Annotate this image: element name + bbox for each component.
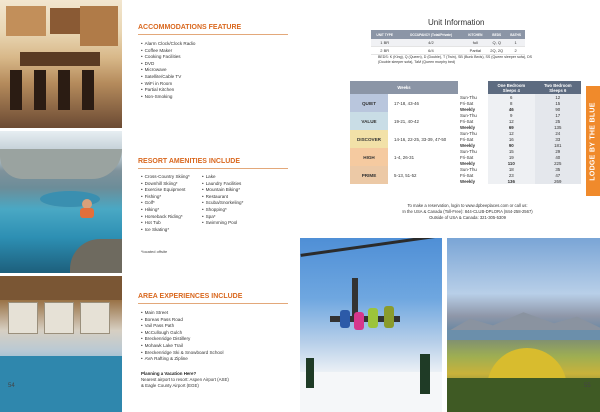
list-item: • Laundry Facilities (202, 181, 243, 188)
day-type: Fri-Sat (460, 118, 474, 124)
planning-title: Planning a Vacation Here? (141, 371, 197, 376)
list-item: • Alarm Clock/Clock Radio (141, 41, 195, 48)
table-cell: 2Q, 2Q (487, 47, 506, 55)
day-type: Weekly (460, 124, 476, 130)
column-header: BEDS (487, 30, 506, 39)
offsite-note: *located offsite (141, 249, 168, 254)
amenities-heading: RESORT AMENITIES INCLUDE (138, 158, 241, 165)
indoor-pool-photo (0, 276, 122, 412)
table-row (371, 47, 525, 55)
left-page-number: 54 (8, 383, 15, 389)
accommodations-heading: ACCOMMODATIONS FEATURE (138, 24, 242, 31)
season-points-table (350, 81, 581, 184)
points-value: 110 (488, 160, 535, 166)
list-item: • Fishing* (141, 194, 190, 201)
list-item: • Cooking Facilities (141, 54, 195, 61)
points-value: 135 (535, 124, 581, 130)
list-item: • Golf* (141, 200, 190, 207)
points-value: 23 (488, 172, 535, 178)
list-item: • Mohawk Lake Trail (141, 343, 224, 350)
season-name: DISCOVER (350, 130, 388, 148)
list-item: • Shopping* (202, 207, 243, 214)
list-item: • Boreas Pass Road (141, 317, 224, 324)
column-header: BATHS (506, 30, 525, 39)
day-type: Sun-Thu (460, 148, 477, 154)
points-value: 16 (488, 136, 535, 142)
points-value: 8 (488, 100, 535, 106)
hot-springs-photo (0, 131, 122, 273)
points-value: 35 (535, 166, 581, 172)
planning-block (141, 371, 229, 389)
contact-line-1: To make a reservation, login to www.dpbeeplaces.com or call us: (407, 203, 528, 208)
season-name: HIGH (350, 148, 388, 166)
points-value: 90 (535, 106, 581, 112)
column-header: OCCUPANCY (Total/Private) (398, 30, 463, 39)
list-item: • Microwave (141, 67, 195, 74)
list-item: • Horseback Riding* (141, 214, 190, 221)
column-header: KITCHEN (463, 30, 487, 39)
beds-key: BEDS: K (King), Q (Queen), D (Double), T (Twin), SB (Bunk Beds), SS (Queen sleeper sofa), DS (Double sleeper sofa), TaM (Queen murphy bed) (378, 55, 533, 64)
list-item: • McCullough Gulch (141, 330, 224, 337)
divider (138, 168, 288, 169)
list-item: • Main Street (141, 310, 224, 317)
reservation-contact (355, 203, 580, 221)
day-type: Fri-Sat (460, 172, 474, 178)
list-item: • Breckenridge Distillery (141, 336, 224, 343)
day-type: Fri-Sat (460, 136, 474, 142)
points-value: 9 (488, 112, 535, 118)
season-name: VALUE (350, 112, 388, 130)
points-value: 90 (488, 142, 535, 148)
kitchen-photo (0, 0, 122, 128)
list-item: • AVA Rafting & Zipline (141, 356, 224, 363)
day-type: Weekly (460, 160, 476, 166)
list-item: • Breckenridge Ski & Snowboard School (141, 350, 224, 357)
table-cell: 4/2 (398, 39, 463, 47)
points-value: 47 (535, 172, 581, 178)
season-weeks: 1-4, 26-31 (394, 154, 415, 160)
planning-line-2: & Eagle County Airport (EGE) (141, 383, 199, 388)
day-type: Fri-Sat (460, 154, 474, 160)
column-header: UNIT TYPE (371, 30, 398, 39)
contact-line-3: Outside of USA & Canada: 321-305-5309 (429, 215, 506, 220)
day-type: Weekly (460, 106, 476, 112)
points-value: 12 (488, 130, 535, 136)
points-value: 181 (535, 142, 581, 148)
list-item: • Partial Kitchen (141, 87, 195, 94)
points-value: 12 (535, 94, 581, 100)
season-name: QUIET (350, 94, 388, 112)
day-type: Sun-Thu (460, 112, 477, 118)
list-item: • Spa* (202, 214, 243, 221)
day-type: Sun-Thu (460, 166, 477, 172)
table-cell: Q, Q (487, 39, 506, 47)
list-item: • Lake (202, 174, 243, 181)
table-row (371, 39, 525, 47)
two-bedroom-header: Two Bedroom Sleeps 6 (535, 81, 581, 94)
list-item: • Non-Smoking (141, 94, 195, 101)
accommodations-list (141, 41, 195, 100)
season-weeks: 17-18, 43-46 (394, 100, 419, 106)
unit-info-title: Unit Information (428, 18, 485, 27)
points-value: 17 (535, 112, 581, 118)
list-item: • Coffee Maker (141, 48, 195, 55)
amenities-list-col2 (202, 174, 243, 227)
table-cell: 6/4 (398, 47, 463, 55)
list-item: • Exercise Equipment (141, 187, 190, 194)
table-cell: full (463, 39, 487, 47)
points-value: 40 (535, 154, 581, 160)
experiences-heading: AREA EXPERIENCES INCLUDE (138, 293, 243, 300)
points-value: 225 (535, 160, 581, 166)
list-item: • Mountain Biking* (202, 187, 243, 194)
season-weeks: 14-16, 22-25, 33-39, 47-50 (394, 136, 447, 142)
day-type: Sun-Thu (460, 130, 477, 136)
contact-line-2: In the USA & Canada (Toll-Free): 844-CLUB-DPLORA (844-258-2567) (402, 209, 533, 214)
divider (138, 34, 288, 35)
season-weeks: 19-21, 40-42 (394, 118, 419, 124)
points-value: 19 (488, 154, 535, 160)
table-cell: 1 BR (371, 39, 398, 47)
list-item: • Vail Pass Path (141, 323, 224, 330)
points-value: 18 (488, 166, 535, 172)
list-item: • WiFi in Room (141, 81, 195, 88)
day-type: Weekly (460, 142, 476, 148)
list-item: • Scuba/Snorkeling* (202, 200, 243, 207)
resort-name: LODGE BY THE BLUE (589, 101, 597, 181)
right-page-number: 55 (584, 383, 591, 389)
mountain-lake-photo (447, 238, 600, 412)
day-type: Sun-Thu (460, 94, 477, 100)
points-value: 69 (488, 124, 535, 130)
list-item: • DVD (141, 61, 195, 68)
table-cell: 2 (506, 47, 525, 55)
points-value: 15 (535, 100, 581, 106)
planning-line-1: Nearest airport to resort: Aspen Airport (ASE) (141, 377, 229, 382)
table-cell: 2 BR (371, 47, 398, 55)
ski-lift-photo (300, 238, 442, 412)
points-value: 33 (535, 136, 581, 142)
points-value: 136 (488, 178, 535, 184)
table-cell: Partial (463, 47, 487, 55)
points-value: 6 (488, 94, 535, 100)
weeks-header: Weeks (350, 81, 458, 94)
list-item: • Restaurant (202, 194, 243, 201)
table-cell: 1 (506, 39, 525, 47)
points-value: 25 (535, 118, 581, 124)
season-weeks: 5-13, 51-52 (394, 172, 417, 178)
list-item: • Swimming Pool (202, 220, 243, 227)
season-name: PRIME (350, 166, 388, 184)
unit-info-table (371, 30, 525, 55)
resort-name-tab (586, 86, 600, 196)
list-item: • Satellite/Cable TV (141, 74, 195, 81)
list-item: • Ice Skating* (141, 227, 190, 234)
experiences-list (141, 310, 224, 363)
one-bedroom-header: One Bedroom Sleeps 4 (488, 81, 535, 94)
list-item: • Cross-Country Skiing* (141, 174, 190, 181)
points-value: 29 (535, 148, 581, 154)
day-type: Weekly (460, 178, 476, 184)
points-value: 269 (535, 178, 581, 184)
day-type: Fri-Sat (460, 100, 474, 106)
divider (138, 303, 288, 304)
list-item: • Hiking* (141, 207, 190, 214)
list-item: • Hot Tub (141, 220, 190, 227)
points-value: 24 (535, 130, 581, 136)
points-value: 46 (488, 106, 535, 112)
points-value: 15 (488, 148, 535, 154)
points-value: 12 (488, 118, 535, 124)
list-item: • Downhill Skiing* (141, 181, 190, 188)
amenities-list-col1 (141, 174, 190, 233)
